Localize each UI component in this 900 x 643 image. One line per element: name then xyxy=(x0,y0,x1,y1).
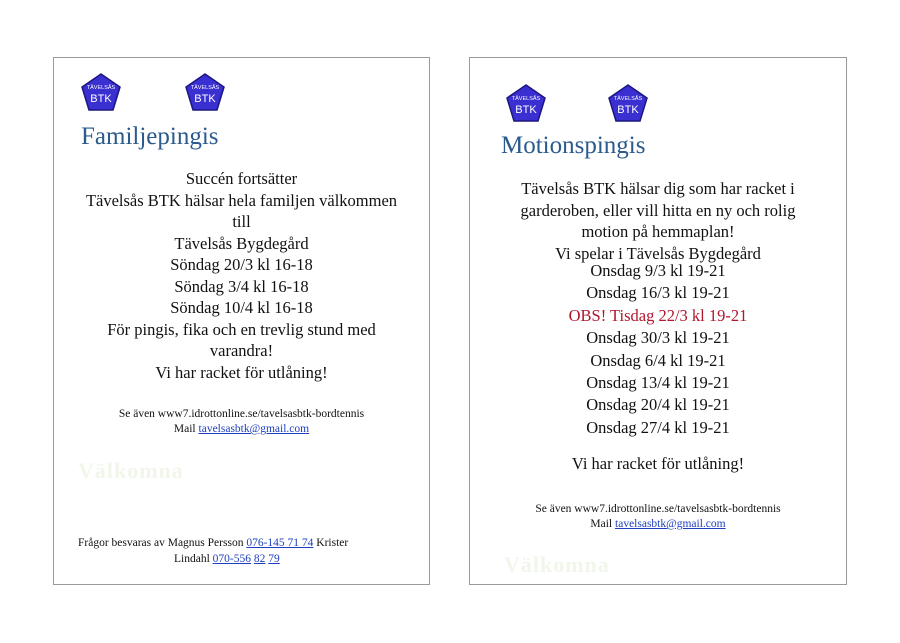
questions-prefix: Frågor besvaras av Magnus Persson xyxy=(78,537,247,549)
contact-info xyxy=(470,502,846,532)
text-line: Vi spelar i Tävelsås Bygdegård xyxy=(555,243,761,263)
date-line: Onsdag 13/4 kl 19-21 xyxy=(586,373,730,393)
mail-line xyxy=(470,517,846,532)
mail-label: Mail xyxy=(590,518,616,530)
text-line: Tävelsås Bygdegård xyxy=(174,233,309,253)
questions-mid: Krister xyxy=(313,537,349,549)
intro-text xyxy=(470,178,846,264)
text-line: Tävelsås BTK hälsar dig som har racket i xyxy=(521,179,795,198)
date-line: Söndag 10/4 kl 16-18 xyxy=(170,298,313,317)
mail-label: Mail xyxy=(173,423,199,435)
svg-text:TÄVELSÅS: TÄVELSÅS xyxy=(190,85,220,91)
questions-text xyxy=(78,535,348,551)
phone-link[interactable]: 79 xyxy=(268,553,280,565)
phone-link[interactable]: 82 xyxy=(253,553,266,565)
text-line: till xyxy=(232,212,251,231)
page-title: Familjepingis xyxy=(81,123,219,150)
svg-text:BTK: BTK xyxy=(90,93,112,105)
motionspingis-poster xyxy=(469,57,847,585)
schedule-list xyxy=(470,260,846,439)
date-line: Söndag 20/3 kl 16-18 xyxy=(170,255,313,274)
website-text: Se även www7.idrottonline.se/tavelsasbtk-bordtennis xyxy=(118,408,365,420)
date-line: Onsdag 16/3 kl 19-21 xyxy=(586,283,730,303)
phone-link[interactable]: 070-556 xyxy=(212,553,251,565)
mail-line xyxy=(54,422,429,437)
date-line: Onsdag 27/4 kl 19-21 xyxy=(586,417,730,437)
date-line: Onsdag 30/3 kl 19-21 xyxy=(586,328,730,348)
svg-text:BTK: BTK xyxy=(194,93,216,105)
svg-text:TÄVELSÅS: TÄVELSÅS xyxy=(511,96,541,102)
welcome-watermark: Välkomna xyxy=(504,552,610,577)
questions-text-2 xyxy=(174,551,280,567)
familjepingis-poster xyxy=(53,57,430,585)
btk-logo-icon xyxy=(184,72,226,112)
phone-link[interactable]: 076-145 71 74 xyxy=(246,537,314,549)
contact-info xyxy=(54,407,429,437)
welcome-watermark: Välkomna xyxy=(78,458,184,483)
date-line: Söndag 3/4 kl 16-18 xyxy=(174,276,309,296)
text-line: Tävelsås BTK hälsar hela familjen välkommen xyxy=(85,190,398,210)
website-text: Se även www7.idrottonline.se/tavelsasbtk-bordtennis xyxy=(535,503,781,515)
text-line: För pingis, fika och en trevlig stund med xyxy=(107,319,376,339)
btk-logo-icon xyxy=(80,72,122,112)
date-line-highlight: OBS! Tisdag 22/3 kl 19-21 xyxy=(568,305,748,325)
svg-text:TÄVELSÅS: TÄVELSÅS xyxy=(613,96,643,102)
mail-link[interactable]: tavelsasbtk@gmail.com xyxy=(615,518,726,530)
event-text xyxy=(54,168,429,383)
btk-logo-icon xyxy=(607,83,649,123)
svg-text:BTK: BTK xyxy=(617,104,639,116)
btk-logo-icon xyxy=(505,83,547,123)
date-line: Onsdag 20/4 kl 19-21 xyxy=(586,395,730,415)
date-line: Onsdag 9/3 kl 19-21 xyxy=(590,261,726,280)
text-line: Succén fortsätter xyxy=(185,169,298,188)
text-line: garderoben, eller vill hitta en ny och rolig xyxy=(520,200,796,220)
text-line: varandra! xyxy=(209,341,274,360)
svg-text:BTK: BTK xyxy=(515,104,537,116)
page-title: Motionspingis xyxy=(501,132,646,159)
mail-link[interactable]: tavelsasbtk@gmail.com xyxy=(198,423,310,435)
date-line: Onsdag 6/4 kl 19-21 xyxy=(590,350,726,370)
questions-name: Lindahl xyxy=(174,553,213,565)
svg-text:TÄVELSÅS: TÄVELSÅS xyxy=(86,85,116,91)
text-line: motion på hemmaplan! xyxy=(581,222,735,241)
racket-text xyxy=(470,453,846,475)
text-line: Vi har racket för utlåning! xyxy=(571,454,745,473)
text-line: Vi har racket för utlåning! xyxy=(155,362,328,382)
